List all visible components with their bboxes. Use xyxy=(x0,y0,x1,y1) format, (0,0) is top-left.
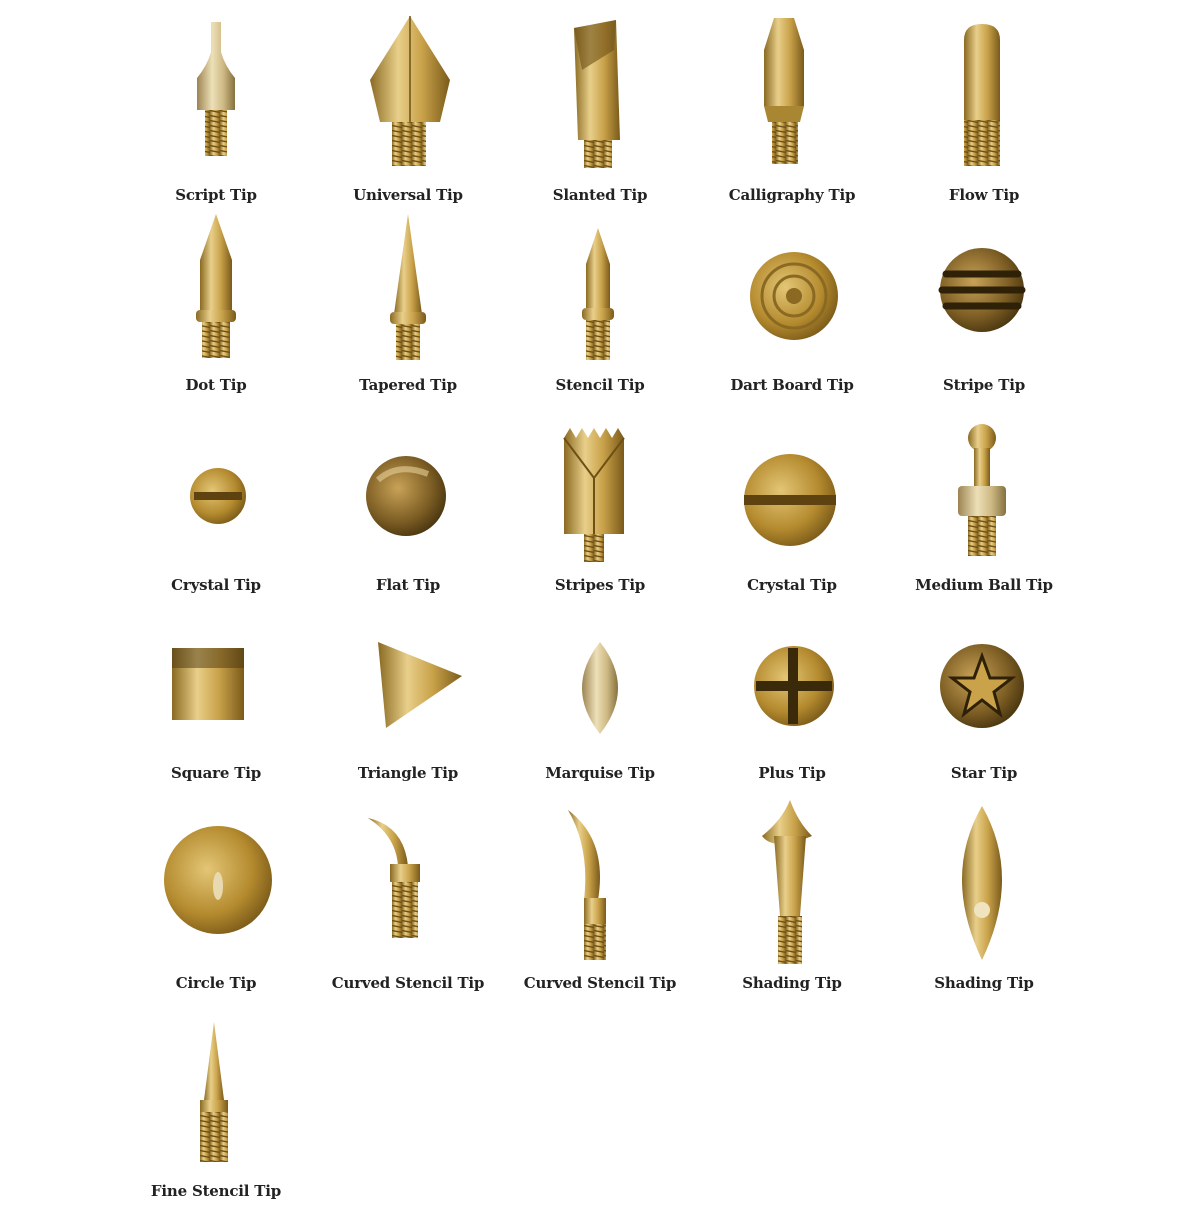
tip-label: Curved Stencil Tip xyxy=(523,974,677,992)
tip-item xyxy=(312,590,504,790)
tip-item xyxy=(888,590,1080,790)
tip-item xyxy=(504,10,696,210)
tip-item xyxy=(696,590,888,790)
star-tip-icon xyxy=(888,590,1080,760)
tip-item xyxy=(312,400,504,600)
tip-item xyxy=(504,200,696,400)
tip-item xyxy=(312,800,504,1000)
triangle-tip-icon xyxy=(312,590,504,760)
tip-item xyxy=(888,10,1080,210)
tip-label: Crystal Tip xyxy=(171,576,261,594)
tip-label: Shading Tip xyxy=(742,974,842,992)
tip-item xyxy=(888,800,1080,1000)
tip-item xyxy=(120,200,312,400)
tip-label: Flow Tip xyxy=(948,186,1020,204)
tip-label: Stencil Tip xyxy=(555,376,645,394)
tip-label: Stripes Tip xyxy=(554,576,646,594)
tip-label: Script Tip xyxy=(175,186,257,204)
tapered-tip-icon xyxy=(312,200,504,370)
tip-label: Tapered Tip xyxy=(359,376,457,394)
curved-stencil-tip-short-icon xyxy=(312,800,504,970)
tip-label: Stripe Tip xyxy=(943,376,1025,394)
tip-label: Dot Tip xyxy=(185,376,247,394)
tip-item xyxy=(696,10,888,210)
tip-item xyxy=(120,10,312,210)
tip-item xyxy=(312,10,504,210)
circle-tip-icon xyxy=(120,800,312,970)
tip-label: Crystal Tip xyxy=(747,576,837,594)
tip-item xyxy=(888,400,1080,600)
tip-label: Star Tip xyxy=(950,764,1018,782)
crystal-tip-small-icon xyxy=(120,400,312,570)
tip-label: Shading Tip xyxy=(934,974,1034,992)
tip-item xyxy=(312,200,504,400)
shading-tip-pointed-icon xyxy=(696,800,888,970)
marquise-tip-icon xyxy=(504,590,696,760)
tip-label: Slanted Tip xyxy=(552,186,648,204)
script-tip-icon xyxy=(120,10,312,180)
tip-item xyxy=(120,1010,312,1210)
dot-tip-icon xyxy=(120,200,312,370)
tip-label: Universal Tip xyxy=(353,186,463,204)
square-tip-icon xyxy=(120,590,312,760)
tip-label: Curved Stencil Tip xyxy=(331,974,485,992)
tip-item xyxy=(696,200,888,400)
tip-label: Dart Board Tip xyxy=(730,376,854,394)
tip-label: Plus Tip xyxy=(758,764,826,782)
dart-board-tip-icon xyxy=(696,200,888,370)
tip-label: Fine Stencil Tip xyxy=(150,1182,282,1200)
slanted-tip-icon xyxy=(504,10,696,180)
tip-label: Flat Tip xyxy=(376,576,440,594)
flow-tip-icon xyxy=(888,10,1080,180)
universal-tip-icon xyxy=(312,10,504,180)
tip-label: Circle Tip xyxy=(175,974,257,992)
tip-item xyxy=(504,590,696,790)
tip-item xyxy=(120,800,312,1000)
crystal-tip-large-icon xyxy=(696,400,888,570)
tip-item xyxy=(888,200,1080,400)
tip-item xyxy=(504,400,696,600)
medium-ball-tip-icon xyxy=(888,400,1080,570)
curved-stencil-tip-long-icon xyxy=(504,800,696,970)
fine-stencil-tip-icon xyxy=(120,1010,312,1180)
plus-tip-icon xyxy=(696,590,888,760)
tip-item xyxy=(120,590,312,790)
tip-label: Calligraphy Tip xyxy=(728,186,856,204)
tip-label: Square Tip xyxy=(171,764,261,782)
flat-tip-icon xyxy=(312,400,504,570)
calligraphy-tip-icon xyxy=(696,10,888,180)
stencil-tip-icon xyxy=(504,200,696,370)
tip-label: Medium Ball Tip xyxy=(915,576,1053,594)
stripes-tip-icon xyxy=(504,400,696,570)
shading-tip-leaf-icon xyxy=(888,800,1080,970)
tip-item xyxy=(504,800,696,1000)
stripe-tip-icon xyxy=(888,200,1080,370)
tip-item xyxy=(696,400,888,600)
tip-item xyxy=(120,400,312,600)
tip-label: Marquise Tip xyxy=(545,764,655,782)
tip-label: Triangle Tip xyxy=(357,764,459,782)
tip-item xyxy=(696,800,888,1000)
